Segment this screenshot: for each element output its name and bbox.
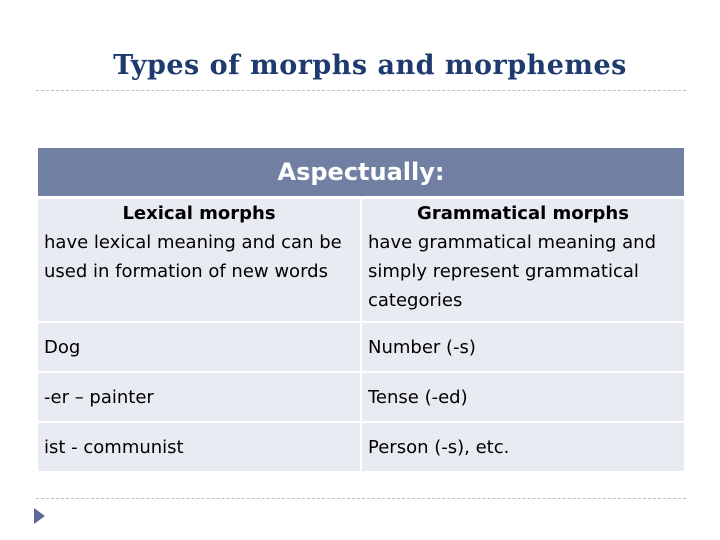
slide-title: Types of morphs and morphemes — [113, 50, 627, 81]
lexical-heading: Lexical morphs — [122, 203, 276, 224]
table-row — [37, 422, 685, 472]
table-cell: ist - communist — [37, 422, 361, 472]
table-cell: -er – painter — [37, 372, 361, 422]
definition-row — [37, 198, 685, 323]
bottom-divider — [36, 498, 686, 499]
table-cell: Tense (-ed) — [361, 372, 685, 422]
morphs-table — [36, 146, 686, 473]
grammatical-definition: have grammatical meaning and simply represent grammatical categories — [368, 232, 657, 311]
table-row — [37, 322, 685, 372]
table-header-row — [37, 147, 685, 198]
lexical-definition: have lexical meaning and can be used in formation of new words — [44, 232, 342, 282]
grammatical-cell — [361, 198, 685, 323]
table-cell: Number (-s) — [361, 322, 685, 372]
table-header: Aspectually: — [37, 147, 685, 198]
table-cell: Person (-s), etc. — [361, 422, 685, 472]
play-arrow-icon — [34, 508, 45, 524]
lexical-cell — [37, 198, 361, 323]
table-row — [37, 372, 685, 422]
grammatical-heading: Grammatical morphs — [417, 203, 629, 224]
top-divider — [36, 90, 686, 91]
table-cell: Dog — [37, 322, 361, 372]
